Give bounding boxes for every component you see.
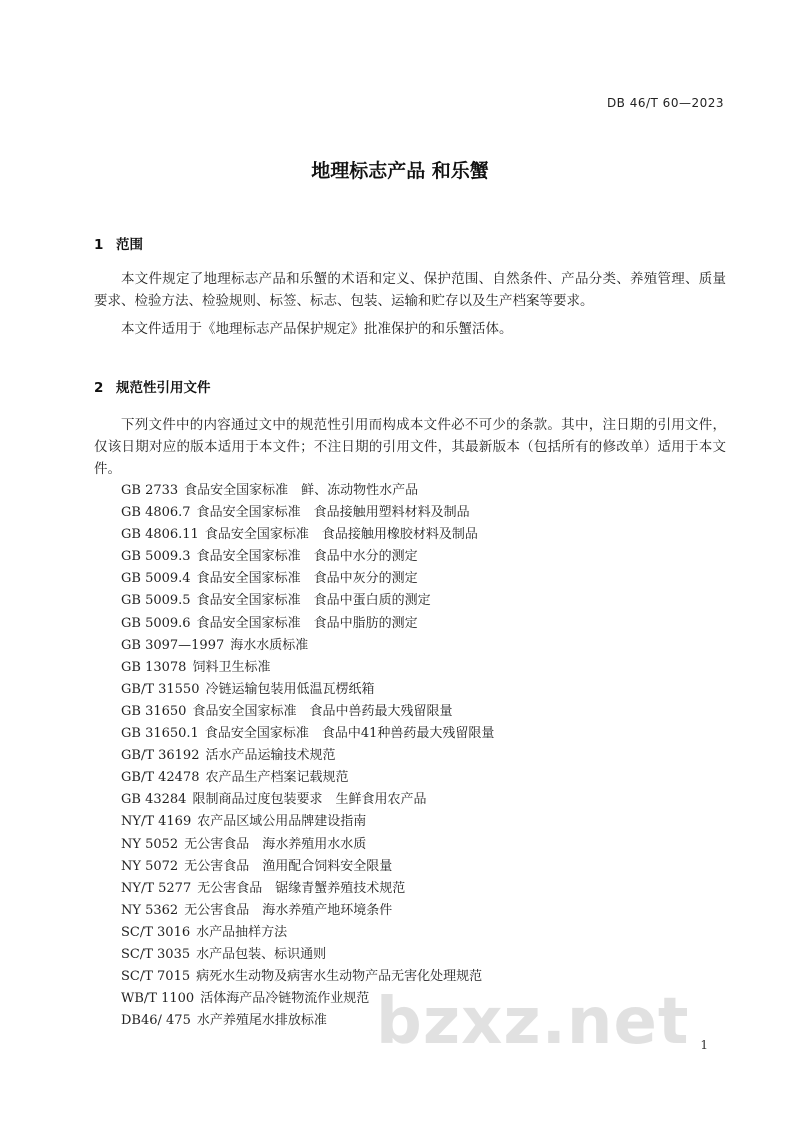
reference-title: 无公害食品 渔用配合饲料安全限量 [184,858,393,874]
reference-code: NY 5362 [121,902,179,918]
references-intro-paragraph: 下列文件中的内容通过文中的规范性引用而构成本文件必不可少的条款。其中，注日期的引用文件，仅该日期对应的版本适用于本文件；不注日期的引用文件，其最新版本（包括所有的修改单）适用于本文件。 [94,417,726,477]
reference-item [121,502,494,524]
reference-list [121,480,494,1032]
reference-title: 无公害食品 海水养殖产地环境条件 [184,902,393,918]
reference-title: 冷链运输包装用低温瓦楞纸箱 [205,681,375,697]
reference-item [121,546,494,568]
reference-title: 水产养殖尾水排放标准 [196,1013,327,1029]
reference-item [121,878,494,900]
page-number: 1 [700,1038,708,1052]
reference-code: NY/T 5277 [121,880,192,896]
document-code: DB 46/T 60—2023 [606,96,724,110]
reference-title: 海水水质标准 [230,637,309,653]
reference-title: 农产品生产档案记载规范 [205,770,349,786]
reference-title: 活体海产品冷链物流作业规范 [200,991,370,1007]
document-title: 地理标志产品 和乐蟹 [311,160,489,182]
reference-item [121,679,494,701]
reference-code: GB 5009.4 [121,571,191,587]
section-title: 规范性引用文件 [116,380,211,396]
site-watermark: bzxz.net [376,985,690,1059]
reference-title: 食品安全国家标准 食品接触用橡胶材料及制品 [204,527,478,543]
reference-code: SC/T 7015 [121,969,191,985]
section-title: 范围 [116,237,143,253]
reference-title: 食品安全国家标准 食品中脂肪的测定 [196,615,418,631]
reference-code: GB 2733 [121,483,179,498]
reference-title: 食品安全国家标准 食品中水分的测定 [196,549,418,565]
section-number: 2 [94,380,104,396]
reference-item [121,745,494,767]
reference-title: 病死水生动物及病害水生动物产品无害化处理规范 [196,969,483,985]
reference-item [121,723,494,745]
reference-item [121,856,494,878]
reference-code: GB 4806.11 [121,527,199,543]
reference-code: GB/T 36192 [121,748,200,764]
reference-item [121,944,494,966]
reference-code: SC/T 3035 [121,946,191,962]
reference-code: GB 43284 [121,792,187,808]
reference-code: NY 5052 [121,836,179,852]
reference-code: GB 4806.7 [121,505,191,521]
reference-title: 水产品包装、标识通则 [196,946,327,962]
reference-item [121,635,494,657]
reference-code: GB/T 31550 [121,681,200,697]
reference-title: 食品安全国家标准 鲜、冻动物性水产品 [184,483,419,498]
reference-item [121,657,494,679]
reference-item [121,922,494,944]
reference-title: 活水产品运输技术规范 [205,748,336,764]
reference-code: WB/T 1100 [121,991,195,1007]
reference-code: GB/T 42478 [121,770,200,786]
reference-title: 食品安全国家标准 食品中41种兽药最大残留限量 [204,726,495,742]
reference-code: GB 5009.3 [121,549,191,565]
reference-code: GB 31650.1 [121,726,199,742]
reference-code: GB 3097—1997 [121,637,225,653]
reference-code: GB 31650 [121,703,187,719]
reference-item [121,900,494,922]
reference-title: 食品安全国家标准 食品中蛋白质的测定 [196,593,431,609]
reference-item [121,701,494,723]
reference-title: 无公害食品 海水养殖用水水质 [184,836,367,852]
reference-title: 食品安全国家标准 食品中兽药最大残留限量 [192,703,453,719]
reference-item [121,767,494,789]
reference-code: GB 13078 [121,659,187,675]
scope-paragraph-2: 本文件适用于《地理标志产品保护规定》批准保护的和乐蟹活体。 [121,321,513,337]
reference-title: 限制商品过度包装要求 生鲜食用农产品 [192,792,427,808]
section-number: 1 [94,237,104,253]
reference-title: 水产品抽样方法 [196,924,288,940]
reference-item [121,613,494,635]
reference-item [121,789,494,811]
reference-code: GB 5009.6 [121,615,191,631]
reference-item [121,480,494,502]
reference-code: DB46/ 475 [121,1013,191,1029]
section-heading-scope [94,233,143,253]
reference-item [121,568,494,590]
reference-title: 食品安全国家标准 食品接触用塑料材料及制品 [196,505,470,521]
reference-item [121,590,494,612]
reference-code: NY 5072 [121,858,179,874]
reference-title: 无公害食品 锯缘青蟹养殖技术规范 [197,880,406,896]
reference-code: NY/T 4169 [121,814,192,830]
reference-title: 饲料卫生标准 [192,659,271,675]
reference-item [121,811,494,833]
scope-paragraph-1: 本文件规定了地理标志产品和乐蟹的术语和定义、保护范围、自然条件、产品分类、养殖管理、质量要求、检验方法、检验规则、标签、标志、包装、运输和贮存以及生产档案等要求。 [94,271,726,309]
reference-item [121,834,494,856]
section-heading-normative-references [94,376,211,396]
reference-code: SC/T 3016 [121,924,191,940]
reference-title: 农产品区域公用品牌建设指南 [197,814,367,830]
reference-item [121,524,494,546]
reference-code: GB 5009.5 [121,593,191,609]
reference-title: 食品安全国家标准 食品中灰分的测定 [196,571,418,587]
